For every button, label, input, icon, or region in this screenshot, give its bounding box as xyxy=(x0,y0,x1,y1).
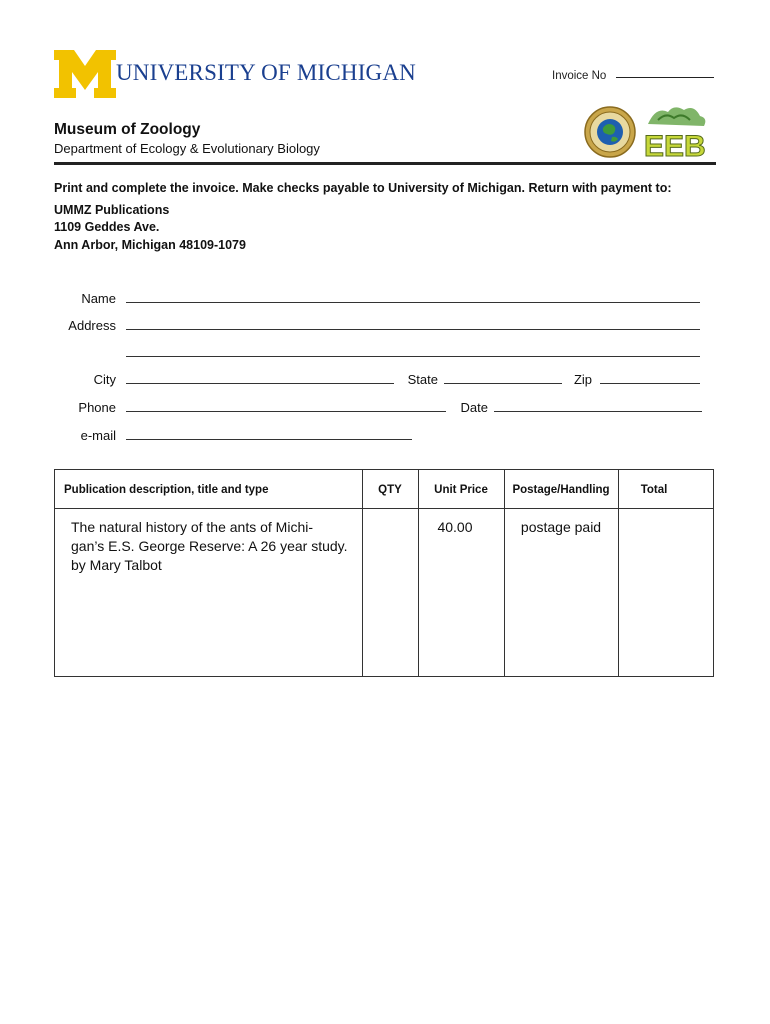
postage-cell: postage paid xyxy=(520,519,602,535)
col-divider-qty xyxy=(362,469,363,677)
globe-seal-icon xyxy=(584,106,636,158)
header-qty: QTY xyxy=(378,484,402,496)
header-divider xyxy=(54,162,716,165)
return-address-line2: 1109 Geddes Ave. xyxy=(54,220,160,234)
invoice-number-field[interactable] xyxy=(616,77,714,78)
payment-instructions: Print and complete the invoice. Make checks payable to University of Michigan. Return with payment to: xyxy=(54,181,672,195)
header-unit-price: Unit Price xyxy=(434,484,488,496)
zip-label: Zip xyxy=(573,372,592,387)
col-divider-total xyxy=(618,469,619,677)
state-label: State xyxy=(407,372,438,387)
address-label: Address xyxy=(68,318,116,333)
city-label: City xyxy=(93,372,116,387)
phone-field[interactable] xyxy=(126,411,446,412)
department-name: Department of Ecology & Evolutionary Biology xyxy=(54,141,320,156)
date-label: Date xyxy=(460,400,488,415)
description-line-1: The natural history of the ants of Michi- xyxy=(71,519,313,535)
header-postage-handling: Postage/Handling xyxy=(512,484,610,496)
description-line-2: gan’s E.S. George Reserve: A 26 year study. xyxy=(71,538,348,554)
email-label: e-mail xyxy=(80,428,116,443)
museum-title: Museum of Zoology xyxy=(54,121,201,138)
name-label: Name xyxy=(81,291,116,306)
return-address-line1: UMMZ Publications xyxy=(54,203,170,217)
col-divider-postage xyxy=(504,469,505,677)
header-description: Publication description, title and type xyxy=(64,484,269,496)
address-field-line2[interactable] xyxy=(126,356,700,357)
phone-label: Phone xyxy=(78,400,116,415)
date-field[interactable] xyxy=(494,411,702,412)
name-field[interactable] xyxy=(126,302,700,303)
address-field-line1[interactable] xyxy=(126,329,700,330)
return-address-line3: Ann Arbor, Michigan 48109-1079 xyxy=(54,238,246,252)
publication-description xyxy=(71,518,348,575)
zip-field[interactable] xyxy=(600,383,700,384)
invoice-number-label: Invoice No xyxy=(552,70,607,82)
eeb-logo-text: EEB xyxy=(644,130,706,160)
city-field[interactable] xyxy=(126,383,394,384)
order-table-header-rule xyxy=(54,508,714,509)
state-field[interactable] xyxy=(444,383,562,384)
description-line-3: by Mary Talbot xyxy=(71,557,162,573)
block-m-logo xyxy=(54,50,116,98)
email-field[interactable] xyxy=(126,439,412,440)
col-divider-unit-price xyxy=(418,469,419,677)
university-wordmark: UNIVERSITY OF MICHIGAN xyxy=(116,60,416,85)
unit-price-cell: 40.00 xyxy=(437,519,473,535)
header-total: Total xyxy=(640,484,668,496)
eeb-logo xyxy=(638,102,718,160)
